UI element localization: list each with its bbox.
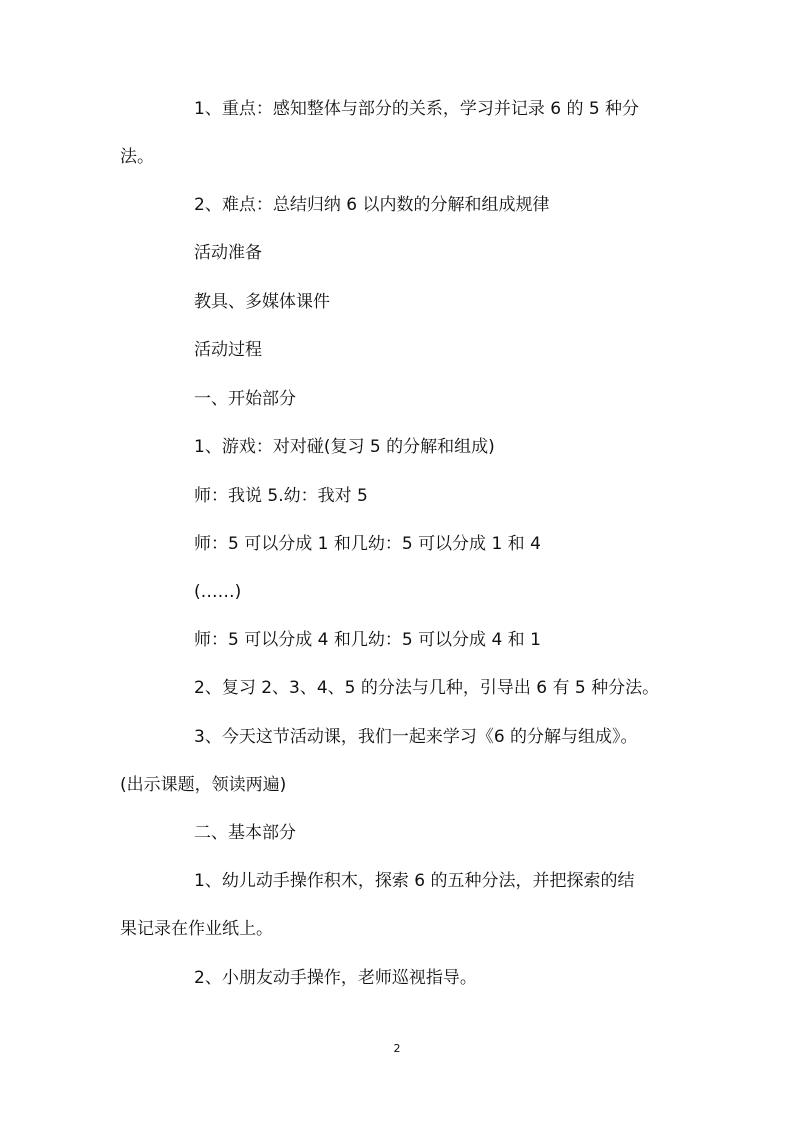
dialogue-line-3: 师：5 可以分成 4 和几幼：5 可以分成 4 和 1 <box>194 630 541 650</box>
operation-line: 1、幼儿动手操作积木，探索 6 的五种分法，并把探索的结 <box>194 871 635 891</box>
materials-line: 教具、多媒体课件 <box>194 292 330 312</box>
difficulty-line: 2、难点：总结归纳 6 以内数的分解和组成规律 <box>194 195 550 215</box>
key-point-line: 1、重点：感知整体与部分的关系，学习并记录 6 的 5 种分 <box>194 99 640 119</box>
operation-continuation: 果记录在作业纸上。 <box>120 919 273 939</box>
key-point-continuation: 法。 <box>120 147 154 167</box>
review-line: 2、复习 2、3、4、5 的分法与几种，引导出 6 有 5 种分法。 <box>194 678 660 698</box>
ellipsis-line: (……) <box>194 582 242 602</box>
lesson-intro-line: 3、今天这节活动课，我们一起来学习《6 的分解与组成》。 <box>194 727 638 747</box>
dialogue-line-1: 师：我说 5.幼：我对 5 <box>194 486 368 506</box>
section-heading-process: 活动过程 <box>194 340 262 360</box>
part-one-heading: 一、开始部分 <box>194 389 296 409</box>
guidance-line: 2、小朋友动手操作，老师巡视指导。 <box>194 968 477 988</box>
page-number: 2 <box>393 1042 401 1055</box>
part-two-heading: 二、基本部分 <box>194 823 296 843</box>
game-line: 1、游戏：对对碰(复习 5 的分解和组成) <box>194 437 495 457</box>
lesson-intro-continuation: (出示课题，领读两遍) <box>120 775 287 795</box>
dialogue-line-2: 师：5 可以分成 1 和几幼：5 可以分成 1 和 4 <box>194 534 541 554</box>
section-heading-preparation: 活动准备 <box>194 243 262 263</box>
